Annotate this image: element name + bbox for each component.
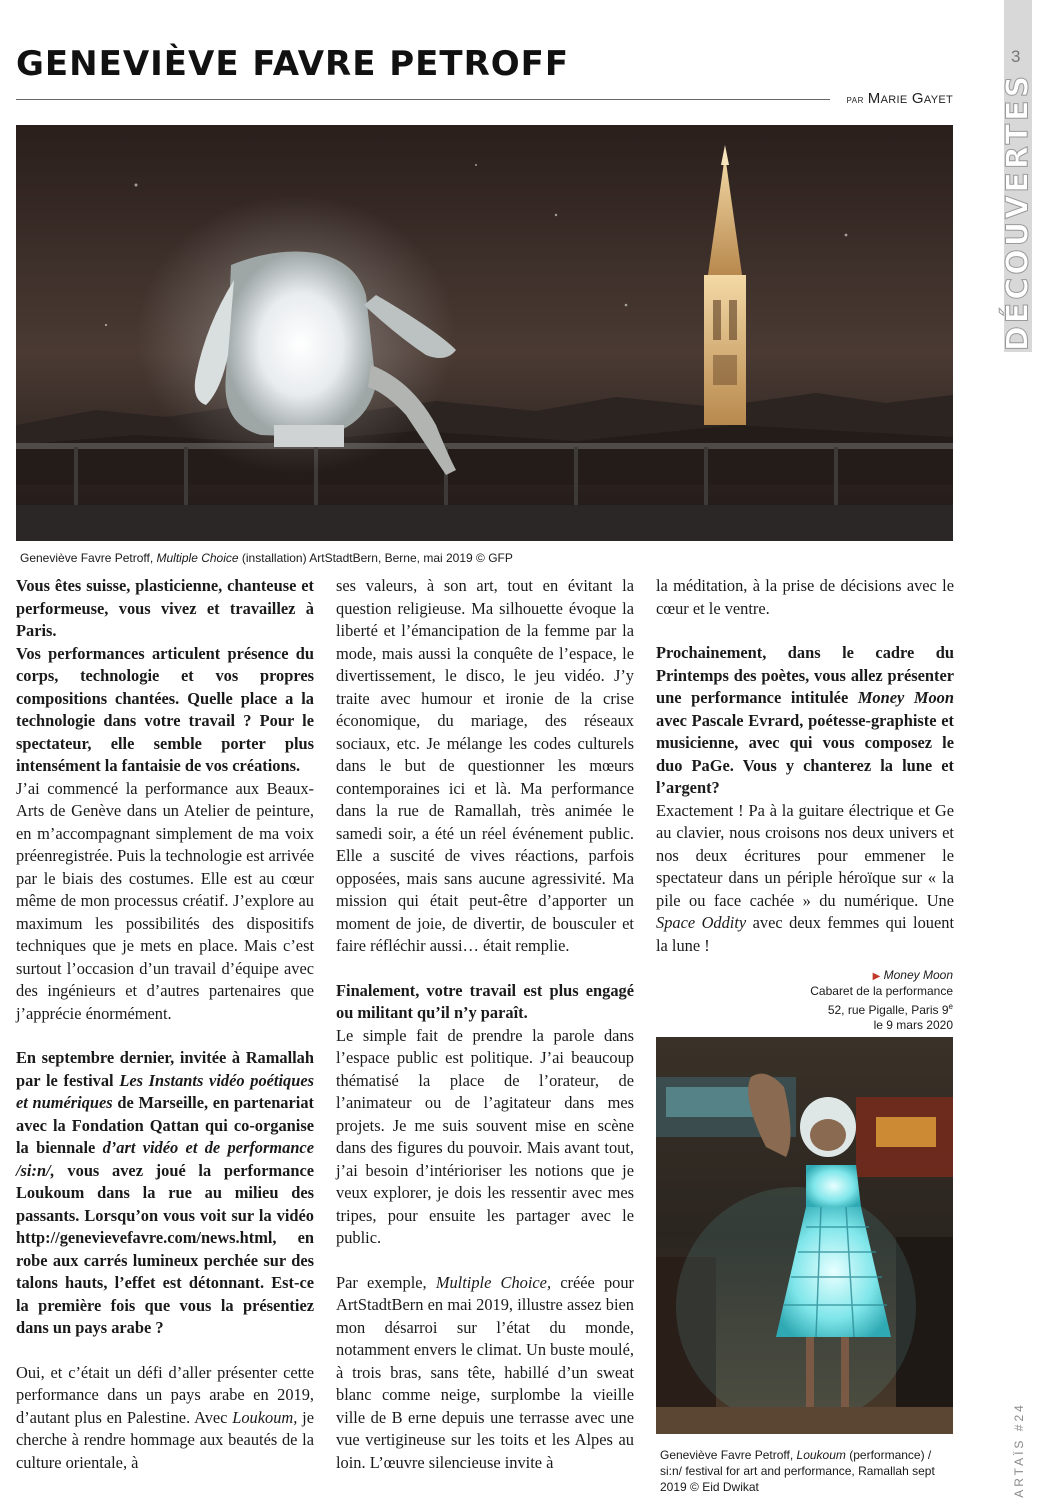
- question-3-part-1: En septembre dernier, invitée à Ramallah par le festival: [16, 1048, 314, 1090]
- answer-1: J’ai commencé la performance aux Beaux-Arts de Genève dans un Atelier de peinture, en m’accompagnant simplement de ma voix préenregistrée. Puis la technologie est arrivée par le biais des costumes. Elle est au cœur même de mon processus créatif. J’explore au maximum les possibilités des dispositifs techniques que je mets en place. Mais c’est surtout l’occasion d’un travail d’équipe avec des ingénieurs et d’autres partenaires que j’apprécie énormément.: [16, 778, 314, 1023]
- title-rule: [16, 99, 830, 100]
- byline-author: Marie Gayet: [867, 90, 953, 107]
- byline-prefix: par: [846, 94, 864, 106]
- answer-4-continued: la méditation, à la prise de décisions avec le cœur et le ventre.: [656, 576, 954, 618]
- column-3: [656, 575, 954, 957]
- answer-4-part-2: créée pour ArtStadtBern en mai 2019, illustre assez bien mon désarroi sur l’état du monde, notamment envers le climat. Un buste moulé, à trois bras, sans tête, habillé d’un sweat blanc comme neige, surplombe la vieille ville de B erne depuis une terrasse avec une vue vertigineuse sur les toits et les Alpes au loin. L’œuvre silencieuse invite à: [336, 1272, 634, 1472]
- hero-caption-rest: (installation) ArtStadtBern, Berne, mai 2019 © GFP: [238, 551, 513, 565]
- event-arr-suffix: e: [948, 1002, 953, 1011]
- side-photo-image: [656, 1037, 953, 1434]
- side-photo: [656, 1037, 953, 1434]
- event-address-line: [760, 999, 953, 1018]
- issue-label: [1004, 1404, 1034, 1496]
- question-3-part-3: vous avez joué la performance Loukoum dans la rue au milieu des passants. Lorsqu’on vous voit sur la vidéo http://genevievefavre.com/news.html, en robe aux carrés lumineux perchée sur des talons hauts, l’effet est détonnant. Est-ce la première fois que vous la présentiez dans un pays arabe ?: [16, 1160, 314, 1337]
- answer-5-part-2: avec deux femmes qui louent la lune !: [656, 913, 955, 955]
- column-2: [336, 575, 634, 1474]
- question-5-part-2: avec Pascale Evrard, poétesse-graphiste et musicienne, avec qui vous composez le duo PaGe. Vous y chanterez la lune et l’argent?: [656, 710, 954, 797]
- hero-caption-artist: Geneviève Favre Petroff,: [20, 551, 157, 565]
- event-info: [760, 968, 953, 1033]
- side-caption-artist: Geneviève Favre Petroff,: [660, 1448, 797, 1462]
- answer-4-part-1: Par exemple,: [336, 1272, 436, 1292]
- byline: [847, 90, 953, 107]
- issue-label-text: ARTAÏS #24: [1012, 1402, 1026, 1498]
- answer-2-part-2: je cherche à rendre hommage aux beautés de la culture orientale, à: [16, 1407, 314, 1472]
- answer-4: [336, 1272, 634, 1475]
- question-3-part-2: de Marseille, en partenariat avec la Fondation Qattan qui co-organise la biennale: [16, 1093, 314, 1157]
- event-title-line: [760, 968, 953, 984]
- answer-5-part-1: Exactement ! Pa à la guitare électrique et Ge au clavier, nous croisons nos deux univers et nos deux écritures pour emmener le spectateur dans un périple héroïque sur « la pile ou face cachée » du numérique. Une: [656, 800, 954, 910]
- answer-5: [656, 800, 954, 958]
- event-address: 52, rue Pigalle, Paris 9: [827, 1003, 949, 1017]
- question-4: Finalement, votre travail est plus engagé ou militant qu’il n’y paraît.: [336, 980, 634, 1022]
- article-title: GENEVIÈVE FAVRE PETROFF: [16, 44, 570, 84]
- question-2: Vos performances articulent présence du corps, technologie et vos propres compositions chantées. Quelle place a la technologie dans votre travail ? Pour le spectateur, elle semble porter plus intensément la fantaisie de vos créations.: [16, 643, 314, 775]
- event-title: Money Moon: [883, 968, 953, 982]
- triangle-marker-icon: ▶: [872, 971, 881, 982]
- column-1: [16, 575, 314, 1474]
- section-label-text: DÉCOUVERTES: [1000, 72, 1036, 352]
- page-number: 3: [1011, 47, 1021, 66]
- hero-photo-image: [16, 125, 953, 541]
- festival-name: Les Instants vidéo poétiques et numériques: [16, 1070, 314, 1112]
- work-multiple-choice: Multiple Choice,: [435, 1272, 552, 1292]
- answer-3: Le simple fait de prendre la parole dans l’espace public est politique. J’ai beaucoup thématisé la place de l’orateur, de l’animateur ou de l’agitateur dans mes projets. Je me suis souvent mise en scène dans des figures du pouvoir. Mais avant tout, j’ai besoin d’intérioriser les notions que je veux explorer, je dois les ressentir avec mes tripes, pour ensuite les partager avec le public.: [336, 1025, 634, 1247]
- side-caption: [660, 1447, 952, 1496]
- question-3: [16, 1047, 314, 1340]
- biennale-name: d’art vidéo et de performance /si:n/,: [16, 1138, 314, 1180]
- hero-photo: [16, 125, 953, 541]
- work-loukoum: Loukoum,: [232, 1407, 298, 1427]
- hero-caption-work: Multiple Choice: [156, 551, 239, 565]
- work-space-oddity: Space Oddity: [656, 913, 747, 932]
- answer-2: [16, 1362, 314, 1475]
- work-money-moon: Money Moon: [857, 688, 954, 707]
- side-caption-work: Loukoum: [796, 1448, 846, 1462]
- event-venue: Cabaret de la performance: [810, 984, 953, 998]
- hero-caption: [20, 550, 950, 566]
- question-5-part-1: Prochainement, dans le cadre du Printemps des poètes, vous allez présenter une performance intitulée: [656, 643, 954, 707]
- event-date: le 9 mars 2020: [873, 1018, 953, 1032]
- section-label: [1002, 72, 1034, 352]
- answer-2-continued: ses valeurs, à son art, tout en évitant la question religieuse. Ma silhouette évoque la liberté et l’émancipation de la femme par la mode, mais aussi la conquête de l’espace, le divertissement, le disco, le jeu vidéo. J’y traite avec humour et ironie de la crise économique, du mariage, des réseaux sociaux, etc. Je mélange les codes culturels dans le but de questionner les mœurs contemporaines ici et là. Ma performance dans la rue de Ramallah, très animée le samedi soir, a été un réel événement public. Elle a suscité de vives réactions, parfois opposées, mais sans aucune agressivité. Ma mission qui était peut-être d’apporter un moment de joie, de divertir, de bousculer et faire réfléchir aussi… était remplie.: [336, 576, 634, 955]
- side-caption-rest: (performance) / si:n/ festival for art and performance, Ramallah sept 2019 © Eid Dwikat: [660, 1448, 935, 1495]
- question-5: [656, 642, 954, 800]
- answer-2-part-1: Oui, et c’était un défi d’aller présenter cette performance dans un pays arabe en 2019, d’autant plus en Palestine. Avec: [16, 1362, 314, 1427]
- question-1: Vous êtes suisse, plasticienne, chanteuse et performeuse, vous vivez et travaillez à Paris.: [16, 576, 314, 640]
